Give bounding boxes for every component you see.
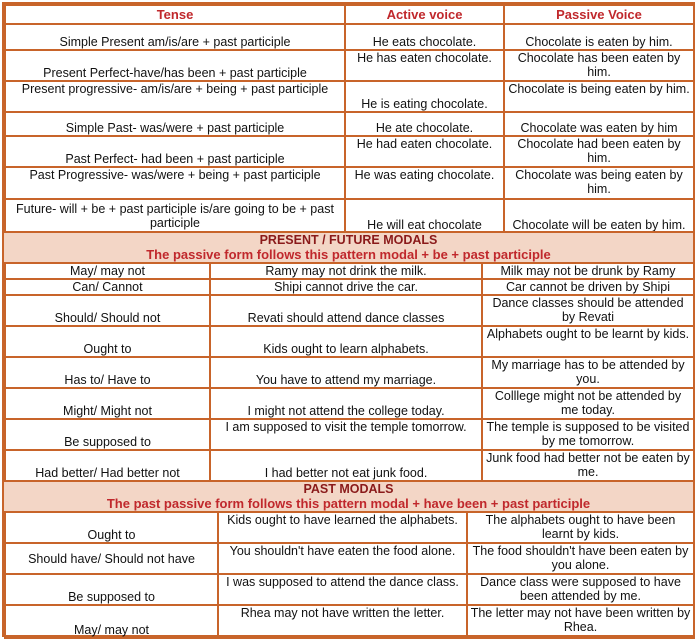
table-row (5, 357, 694, 388)
header-active-voice: Active voice (345, 5, 504, 24)
active-cell: I had better not eat junk food. (210, 450, 482, 481)
passive-cell: Milk may not be drunk by Ramy (482, 263, 694, 279)
active-cell: Revati should attend dance classes (210, 295, 482, 326)
active-cell: He is eating chocolate. (345, 81, 504, 112)
past-modals-table (4, 511, 695, 639)
modal-cell: Ought to (5, 512, 218, 543)
present-modals-heading (4, 231, 693, 264)
present-modals-table (4, 262, 695, 482)
modal-cell: Can/ Cannot (5, 279, 210, 295)
passive-cell: Dance classes should be attended by Revati (482, 295, 694, 326)
header-tense: Tense (5, 5, 345, 24)
passive-cell: Chocolate was eaten by him (504, 112, 694, 136)
table-row (5, 24, 694, 50)
modal-cell: Ought to (5, 326, 210, 357)
tenses-table (4, 4, 695, 234)
passive-cell: The letter may not have been written by Rhea. (467, 605, 694, 638)
passive-cell: Chocolate was being eaten by him. (504, 167, 694, 199)
active-cell: He will eat chocolate (345, 199, 504, 233)
tense-cell: Present progressive- am/is/are + being + past participle (5, 81, 345, 112)
passive-cell: Dance class were supposed to have been attended by me. (467, 574, 694, 605)
modal-cell: Had better/ Had better not (5, 450, 210, 481)
modal-cell: Be supposed to (5, 574, 218, 605)
table-row (5, 326, 694, 357)
table-row (5, 112, 694, 136)
active-cell: He eats chocolate. (345, 24, 504, 50)
table-row (5, 574, 694, 605)
tense-cell: Past Perfect- had been + past participle (5, 136, 345, 167)
table-row (5, 263, 694, 279)
table-row (5, 50, 694, 81)
header-row (5, 5, 694, 24)
passive-cell: Junk food had better not be eaten by me. (482, 450, 694, 481)
table-row (5, 295, 694, 326)
table-row (5, 388, 694, 419)
active-cell: He has eaten chocolate. (345, 50, 504, 81)
table-row (5, 279, 694, 295)
active-cell: You have to attend my marriage. (210, 357, 482, 388)
active-cell: I might not attend the college today. (210, 388, 482, 419)
present-modals-title: PRESENT / FUTURE MODALS (259, 233, 438, 247)
modal-cell: Has to/ Have to (5, 357, 210, 388)
passive-cell: Chocolate had been eaten by him. (504, 136, 694, 167)
tense-cell: Present Perfect-have/has been + past participle (5, 50, 345, 81)
passive-cell: Chocolate is being eaten by him. (504, 81, 694, 112)
active-cell: I was supposed to attend the dance class. (218, 574, 467, 605)
passive-cell: Chocolate is eaten by him. (504, 24, 694, 50)
modal-cell: Might/ Might not (5, 388, 210, 419)
table-row (5, 81, 694, 112)
table-row (5, 136, 694, 167)
tense-cell: Simple Present am/is/are + past participle (5, 24, 345, 50)
tense-cell: Simple Past- was/were + past participle (5, 112, 345, 136)
active-cell: You shouldn't have eaten the food alone. (218, 543, 467, 574)
tense-cell: Past Progressive- was/were + being + past participle (5, 167, 345, 199)
past-modals-subtitle: The past passive form follows this pattern modal + have been + past participle (106, 496, 591, 511)
active-cell: Kids ought to learn alphabets. (210, 326, 482, 357)
table-row (5, 199, 694, 233)
table-row (5, 419, 694, 450)
modal-cell: May/ may not (5, 605, 218, 638)
modal-cell: Should/ Should not (5, 295, 210, 326)
tense-cell: Future- will + be + past participle is/are going to be + past participle (5, 199, 345, 233)
passive-cell: The alphabets ought to have been learnt by kids. (467, 512, 694, 543)
passive-cell: Colllege might not be attended by me today. (482, 388, 694, 419)
passive-cell: My marriage has to be attended by you. (482, 357, 694, 388)
past-modals-title: PAST MODALS (303, 482, 394, 496)
past-modals-heading (4, 480, 693, 513)
header-passive-voice: Passive Voice (504, 5, 694, 24)
passive-cell: Chocolate has been eaten by him. (504, 50, 694, 81)
passive-cell: Alphabets ought to be learnt by kids. (482, 326, 694, 357)
passive-cell: Car cannot be driven by Shipi (482, 279, 694, 295)
active-cell: I am supposed to visit the temple tomorrow. (210, 419, 482, 450)
passive-cell: The food shouldn't have been eaten by you alone. (467, 543, 694, 574)
active-cell: He had eaten chocolate. (345, 136, 504, 167)
table-row (5, 167, 694, 199)
modal-cell: Should have/ Should not have (5, 543, 218, 574)
table-row (5, 450, 694, 481)
passive-cell: The temple is supposed to be visited by me tomorrow. (482, 419, 694, 450)
active-cell: Shipi cannot drive the car. (210, 279, 482, 295)
present-modals-subtitle: The passive form follows this pattern modal + be + past participle (146, 247, 551, 262)
table-row (5, 543, 694, 574)
table-row (5, 605, 694, 638)
active-cell: Rhea may not have written the letter. (218, 605, 467, 638)
modal-cell: May/ may not (5, 263, 210, 279)
active-cell: Ramy may not drink the milk. (210, 263, 482, 279)
table-row (5, 512, 694, 543)
active-cell: He was eating chocolate. (345, 167, 504, 199)
passive-cell: Chocolate will be eaten by him. (504, 199, 694, 233)
active-cell: He ate chocolate. (345, 112, 504, 136)
modal-cell: Be supposed to (5, 419, 210, 450)
voice-reference-sheet (2, 2, 695, 637)
active-cell: Kids ought to have learned the alphabets. (218, 512, 467, 543)
